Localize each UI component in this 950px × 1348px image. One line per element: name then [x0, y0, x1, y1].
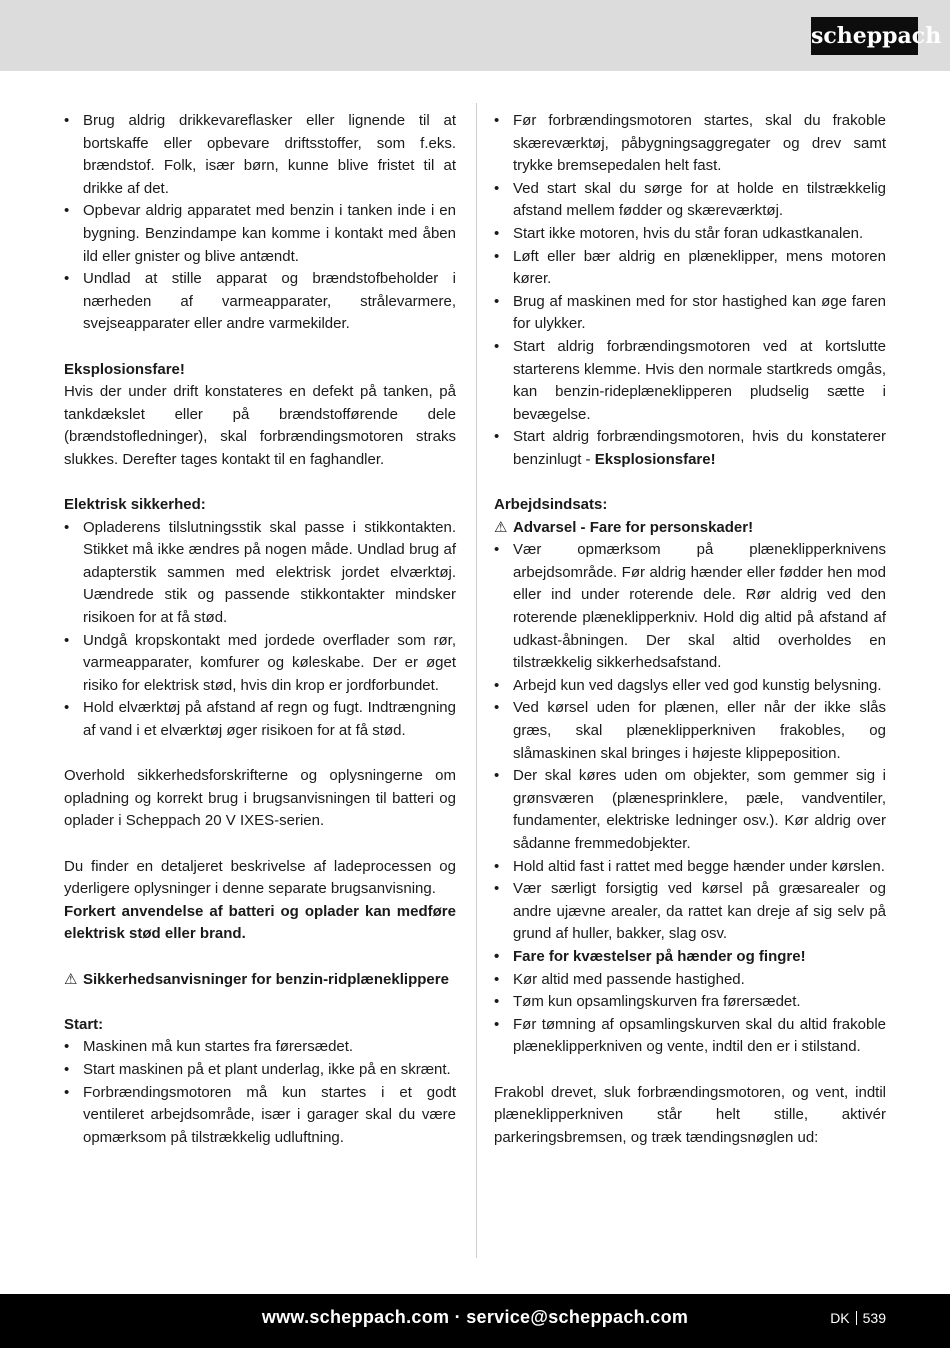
- list-item: • Undlad at stille apparat og brændstofbeholder i nærheden af varmeapparater, strålevarmere, svejseapparater eller andre varmekilder.: [64, 268, 456, 336]
- start-list: [64, 1036, 456, 1149]
- work-heading: Arbejdsindsats:: [494, 496, 608, 514]
- work-list: [494, 539, 886, 1059]
- page-number-value: 539: [862, 1310, 886, 1326]
- page-header: [0, 0, 950, 71]
- fuel-storage-list: [64, 110, 456, 336]
- electrical-list: [64, 517, 456, 743]
- list-item-text: Start aldrig forbrændingsmotoren, hvis du konstaterer benzinlugt -: [513, 428, 886, 468]
- list-item: • Ved kørsel uden for plænen, eller når der ikke slås græs, skal plæneklipperkniven frakobles, og slåmaskinen skal bringes i højeste klippeposition.: [494, 697, 886, 765]
- footer-separator: [856, 1311, 857, 1325]
- list-item: • Brug af maskinen med for stor hastighed kan øge faren for ulykker.: [494, 291, 886, 336]
- list-item: • Vær særligt forsigtig ved kørsel på græsarealer og andre ujævne arealer, da rattet kan dreje af sig selv på grund af huller, bakker, slag osv.: [494, 878, 886, 946]
- list-item: • Start ikke motoren, hvis du står foran udkastkanalen.: [494, 223, 886, 246]
- page-footer: [0, 1294, 950, 1348]
- list-item: • Arbejd kun ved dagslys eller ved god kunstig belysning.: [494, 675, 886, 698]
- list-item: • Ved start skal du sørge for at holde en tilstrækkelig afstand mellem fødder og skæreværktøj.: [494, 178, 886, 223]
- list-item: • Brug aldrig drikkevareflasker eller lignende til at bortskaffe eller opbevare driftsstoffer, som f.eks. brændstof. Folk, især børn, kunne blive fristet til at drikke af det.: [64, 110, 456, 200]
- list-item-bold: • Fare for kvæstelser på hænder og fingre!: [494, 946, 886, 969]
- list-item: • Hold altid fast i rattet med begge hænder under kørslen.: [494, 856, 886, 879]
- explosion-text: Hvis der under drift konstateres en defekt på tanken, på tankdækslet eller på brændstofførende dele (brændstofledninger), skal forbrændingsmotoren straks slukkes. Derefter tages kontakt til en faghandler.: [64, 383, 456, 468]
- left-column: [64, 110, 456, 1149]
- list-item: • Tøm kun opsamlingskurven fra førersædet.: [494, 991, 886, 1014]
- warning-heading: [494, 517, 886, 540]
- list-item: • Forbrændingsmotoren må kun startes i et godt ventileret arbejdsområde, især i garager skal du være opmærksom på tilstrækkelig udluftning.: [64, 1082, 456, 1150]
- right-column: [494, 110, 886, 1149]
- column-divider: [476, 103, 477, 1258]
- list-item: • Undgå kropskontakt med jordede overflader som rør, varmeapparater, komfurer og køleskabe. Der er øget risiko for elektrisk stød, hvis din krop er jordforbundet.: [64, 630, 456, 698]
- safety-heading-text: Sikkerhedsanvisninger for benzin-ridplæneklippere: [83, 970, 449, 988]
- list-item: • Start aldrig forbrændingsmotoren ved at kortslutte starterens klemme. Hvis den normale startkreds omgås, kan benzin-rideplæneklipperen pludselig sætte i bevægelse.: [494, 336, 886, 426]
- list-item: • Der skal køres uden om objekter, som gemmer sig i grønsværen (plænesprinklere, pæle, vandventiler, fundamenter, elektriske ledninger osv.). Kør aldrig over sådanne fremmedobjekter.: [494, 765, 886, 855]
- start-list-continued: [494, 110, 886, 472]
- list-item: • Kør altid med passende hastighed.: [494, 969, 886, 992]
- list-item: [494, 426, 886, 471]
- bold-warning: Forkert anvendelse af batteri og oplader kan medføre elektrisk stød eller brand.: [64, 902, 456, 943]
- page-number: [830, 1310, 886, 1326]
- electrical-heading: Elektrisk sikkerhed:: [64, 496, 206, 514]
- explosion-heading: Eksplosionsfare!: [64, 360, 185, 378]
- list-item: • Løft eller bær aldrig en plæneklipper, mens motoren kører.: [494, 246, 886, 291]
- list-item: • Opladerens tilslutningsstik skal passe i stikkontakten. Stikket må ikke ændres på nogen måde. Undlad brug af adapterstik sammen med elektrisk jordet elværktøj. Uændrede stik og passende stikkontakter mindsker risikoen for at få stød.: [64, 517, 456, 630]
- details-paragraph: Du finder en detaljeret beskrivelse af ladeprocessen og yderligere oplysninger i denne separate brugsanvisning.: [64, 857, 456, 898]
- final-paragraph: Frakobl drevet, sluk forbrændingsmotoren, og vent, indtil plæneklipperkniven står helt stille, aktivér parkeringsbremsen, og træk tændingsnøglen ud:: [494, 1083, 886, 1146]
- explosion-warning-inline: Eksplosionsfare!: [594, 450, 716, 468]
- language-code: DK: [830, 1310, 850, 1326]
- list-item: • Opbevar aldrig apparatet med benzin i tanken inde i en bygning. Benzindampe kan komme i kontakt med åben ild eller gnister og blive antændt.: [64, 200, 456, 268]
- warning-triangle-icon: ⚠: [64, 970, 78, 988]
- brand-logo: scheppach: [811, 17, 918, 55]
- footer-contact: www.scheppach.com · service@scheppach.com: [261, 1307, 689, 1327]
- list-item: • Start maskinen på et plant underlag, ikke på en skrænt.: [64, 1059, 456, 1082]
- list-item: • Hold elværktøj på afstand af regn og fugt. Indtrængning af vand i et elværktøj øger risikoen for at få stød.: [64, 697, 456, 742]
- list-item: • Før forbrændingsmotoren startes, skal du frakoble skæreværktøj, påbygningsaggregater og drev samt trykke bremsepedalen helt fast.: [494, 110, 886, 178]
- start-heading: Start:: [64, 1015, 104, 1033]
- warning-heading-text: Advarsel - Fare for personskader!: [513, 518, 754, 536]
- warning-triangle-icon: ⚠: [494, 518, 508, 536]
- list-item: • Vær opmærksom på plæneklipperknivens arbejdsområde. Før aldrig hænder eller fødder hen mod eller ind under roterende dele. Rør aldrig ved den roterende plæneklipperkniv. Hold dig altid på afstand af udkast-åbningen. Der skal altid overholdes en tilstrækkelig sikkerhedsafstand.: [494, 539, 886, 675]
- list-item: • Før tømning af opsamlingskurven skal du altid frakoble plæneklipperkniven og vente, indtil den er i stilstand.: [494, 1014, 886, 1059]
- observe-paragraph: Overhold sikkerhedsforskrifterne og oplysningerne om opladning og korrekt brug i brugsanvisningen til batteri og oplader i Scheppach 20 V IXES-serien.: [64, 767, 456, 830]
- safety-heading: [64, 969, 456, 992]
- list-item: • Maskinen må kun startes fra førersædet.: [64, 1036, 456, 1059]
